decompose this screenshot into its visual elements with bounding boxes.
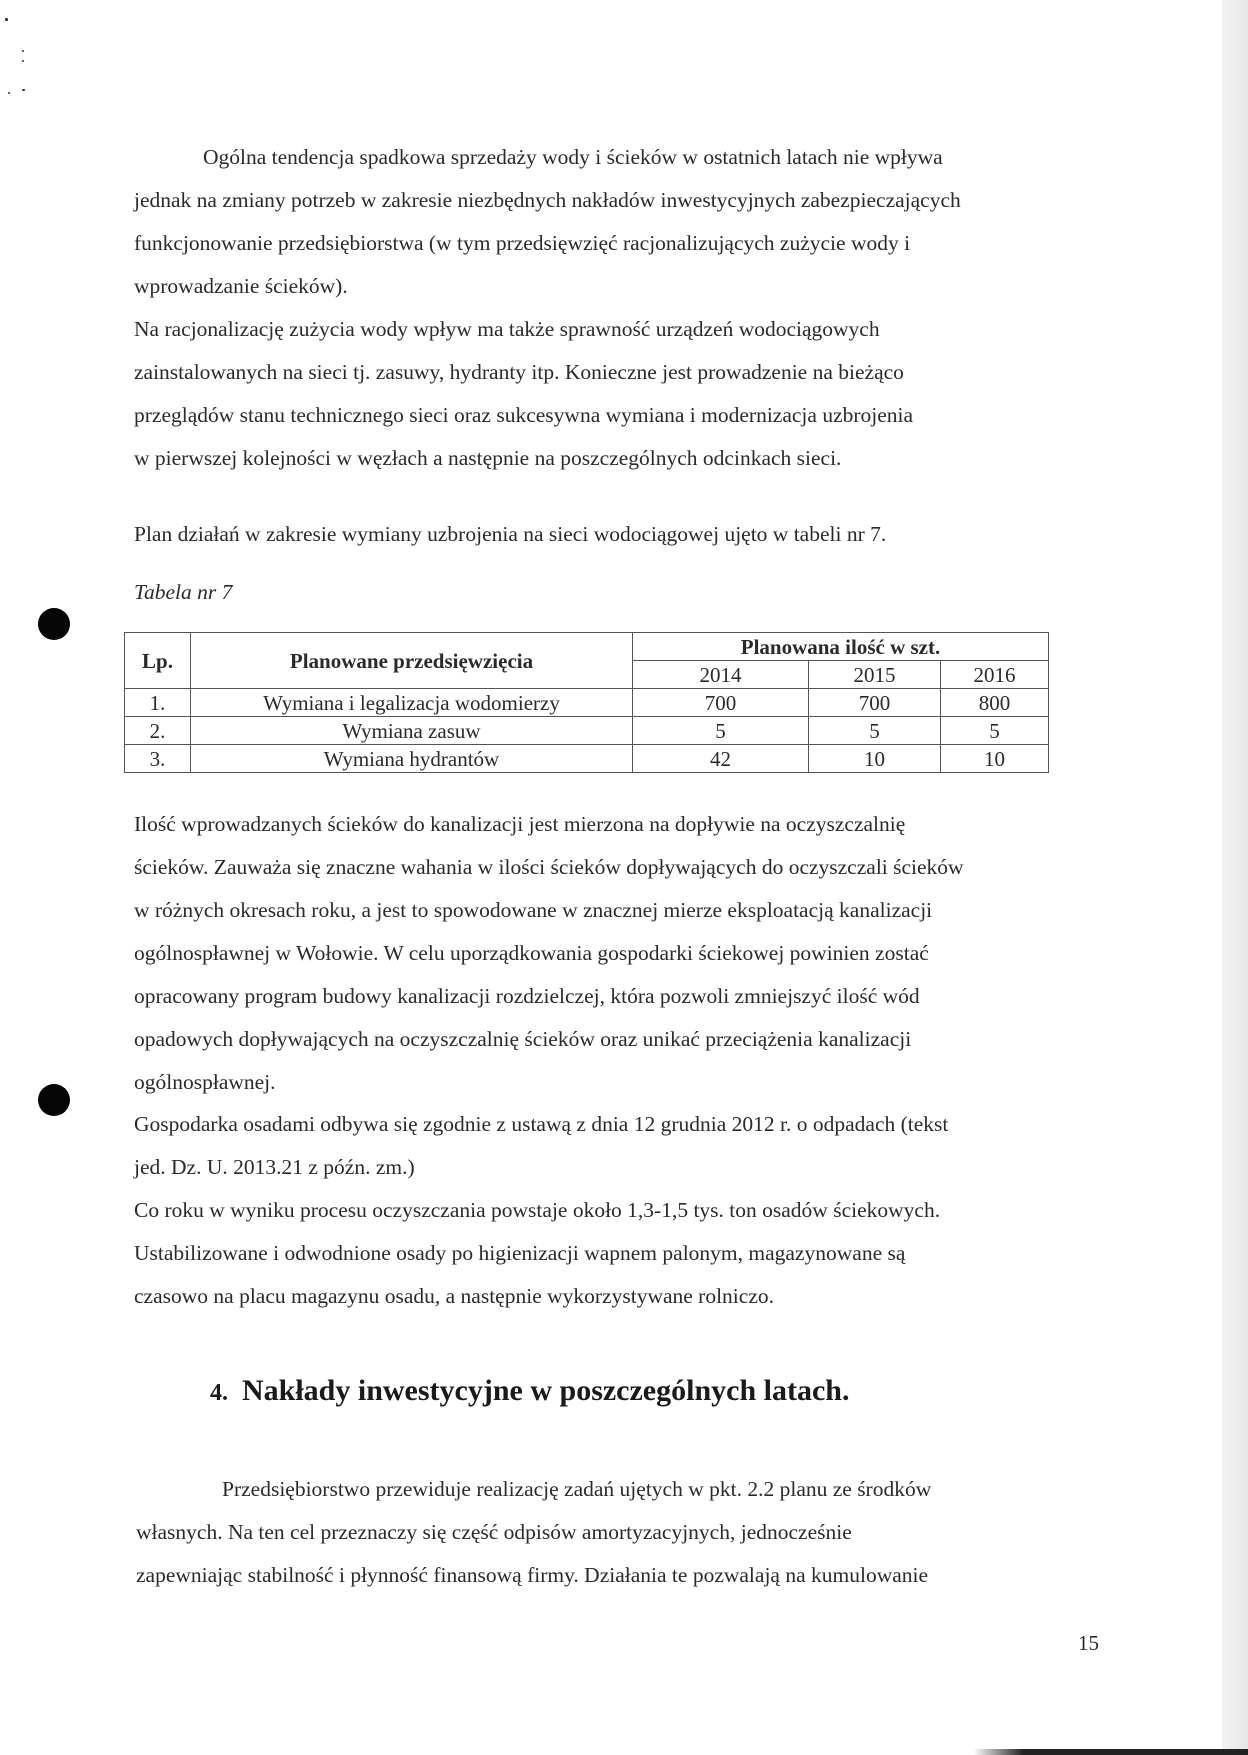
scan-speck [8, 92, 10, 94]
scan-speck [22, 89, 25, 91]
text-line: opadowych dopływających na oczyszczalnię ścieków oraz unikać przeciążenia kanalizacji [134, 1027, 912, 1051]
text-line: wprowadzanie ścieków). [134, 274, 348, 298]
scan-bottom-edge [0, 1749, 1248, 1755]
section-title: Nakłady inwestycyjne w poszczególnych latach. [242, 1374, 850, 1407]
text-line: Ogólna tendencja spadkowa sprzedaży wody i ścieków w ostatnich latach nie wpływa [203, 145, 943, 169]
text-line: przeglądów stanu technicznego sieci oraz sukcesywna wymiana i modernizacja uzbrojenia [134, 403, 914, 427]
text-line: własnych. Na ten cel przeznaczy się część odpisów amortyzacyjnych, jednocześnie [136, 1520, 852, 1544]
cell-value: 5 [633, 717, 809, 745]
header-year: 2015 [809, 661, 941, 689]
text-line: Ustabilizowane i odwodnione osady po higienizacji wapnem palonym, magazynowane są [134, 1241, 906, 1265]
cell-task: Wymiana i legalizacja wodomierzy [191, 689, 633, 717]
text-line: Tabela nr 7 [134, 580, 233, 604]
cell-task: Wymiana hydrantów [191, 745, 633, 773]
scan-speck [22, 50, 24, 52]
table-row [125, 717, 1049, 745]
header-year: 2016 [941, 661, 1049, 689]
text-line: ogólnospławnej. [134, 1070, 276, 1094]
cell-lp: 3. [125, 745, 191, 773]
scan-speck [22, 60, 24, 62]
text-line: zainstalowanych na sieci tj. zasuwy, hydranty itp. Konieczne jest prowadzenie na bieżąco [134, 360, 904, 384]
section-number: 4. [210, 1380, 228, 1406]
text-line: Gospodarka osadami odbywa się zgodnie z ustawą z dnia 12 grudnia 2012 r. o odpadach (tekst [134, 1112, 949, 1136]
cell-lp: 1. [125, 689, 191, 717]
scan-speck [5, 18, 8, 21]
text-line: Co roku w wyniku procesu oczyszczania powstaje około 1,3-1,5 tys. ton osadów ściekowych. [134, 1198, 941, 1222]
text-line: ogólnospławnej w Wołowie. W celu uporządkowania gospodarki ściekowej powinien zostać [134, 941, 929, 965]
table-row [125, 689, 1049, 717]
cell-value: 5 [809, 717, 941, 745]
punch-hole-top [38, 608, 70, 640]
page-number: 15 [1078, 1631, 1099, 1655]
text-line: Plan działań w zakresie wymiany uzbrojenia na sieci wodociągowej ujęto w tabeli nr 7. [134, 522, 887, 546]
cell-value: 5 [941, 717, 1049, 745]
investment-plan-table [124, 632, 1049, 773]
punch-hole-bottom [38, 1084, 70, 1116]
text-line: w pierwszej kolejności w węzłach a następnie na poszczególnych odcinkach sieci. [134, 446, 842, 470]
text-line: Ilość wprowadzanych ścieków do kanalizacji jest mierzona na dopływie na oczyszczalnię [134, 812, 906, 836]
text-line: funkcjonowanie przedsiębiorstwa (w tym przedsięwzięć racjonalizujących zużycie wody i [134, 231, 911, 255]
header-lp: Lp. [125, 633, 191, 689]
text-line: ścieków. Zauważa się znaczne wahania w ilości ścieków dopływających do oczyszczali ścieków [134, 855, 964, 879]
table-row [125, 745, 1049, 773]
table-header-row [125, 633, 1049, 661]
header-year: 2014 [633, 661, 809, 689]
scan-right-edge [1222, 0, 1248, 1755]
text-line: w różnych okresach roku, a jest to spowodowane w znacznej mierze eksploatacją kanalizacji [134, 898, 933, 922]
header-planned-tasks: Planowane przedsięwzięcia [191, 633, 633, 689]
cell-value: 10 [809, 745, 941, 773]
text-line: opracowany program budowy kanalizacji rozdzielczej, która pozwoli zmniejszyć ilość wód [134, 984, 920, 1008]
cell-value: 42 [633, 745, 809, 773]
text-line: Przedsiębiorstwo przewiduje realizację zadań ujętych w pkt. 2.2 planu ze środków [222, 1477, 932, 1501]
cell-lp: 2. [125, 717, 191, 745]
cell-value: 10 [941, 745, 1049, 773]
text-line: czasowo na placu magazynu osadu, a następnie wykorzystywane rolniczo. [134, 1284, 774, 1308]
cell-task: Wymiana zasuw [191, 717, 633, 745]
text-line: jed. Dz. U. 2013.21 z późn. zm.) [134, 1155, 415, 1179]
text-line: jednak na zmiany potrzeb w zakresie niezbędnych nakładów inwestycyjnych zabezpieczających [134, 188, 961, 212]
header-planned-quantity: Planowana ilość w szt. [633, 633, 1049, 661]
cell-value: 700 [809, 689, 941, 717]
cell-value: 700 [633, 689, 809, 717]
text-line: zapewniając stabilność i płynność finansową firmy. Działania te pozwalają na kumulowanie [136, 1563, 929, 1587]
section-heading [210, 1374, 849, 1408]
cell-value: 800 [941, 689, 1049, 717]
text-line: Na racjonalizację zużycia wody wpływ ma także sprawność urządzeń wodociągowych [134, 317, 880, 341]
